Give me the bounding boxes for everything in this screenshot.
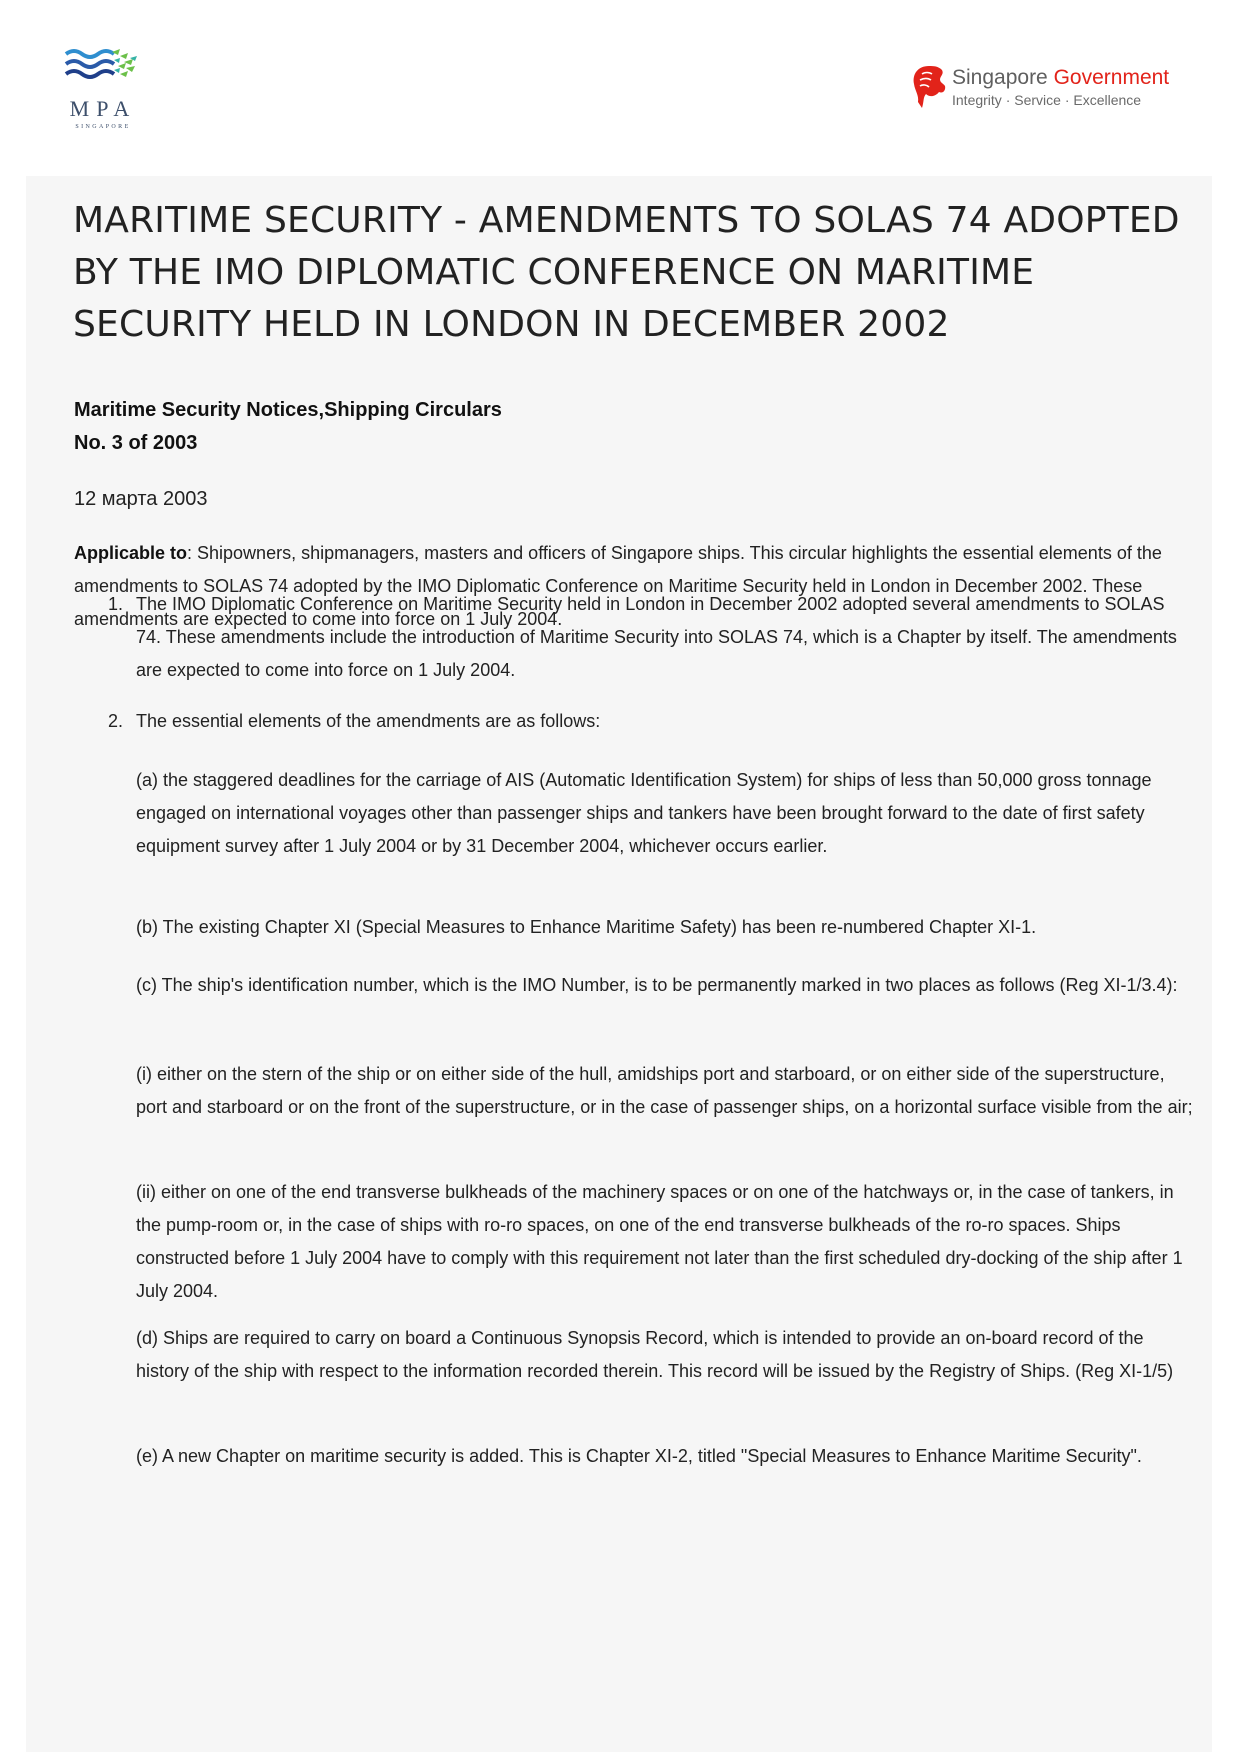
gov-logo-tagline: Integrity · Service · Excellence (952, 92, 1142, 108)
lion-head-icon (910, 64, 948, 110)
gov-logo-title (952, 66, 1169, 90)
content-card (26, 176, 1212, 1752)
subitem-e: (e) A new Chapter on maritime security is added. This is Chapter XI-2, titled "Special Measures to Enhance Maritime Security". (136, 1446, 1142, 1466)
circular-number: No. 3 of 2003 (74, 432, 198, 454)
list-item-text: The essential elements of the amendments are as follows: (136, 711, 601, 731)
list-item-text: The IMO Diplomatic Conference on Maritime Security held in London in December 2002 adopted several amendments to SOLAS 74. These amendments include the introduction of Maritime Security into SOLAS 74, which is a Chapter by itself. The amendments are expected to come into force on 1 July 2004. (136, 594, 1177, 680)
circular-meta (74, 394, 502, 460)
subitem-i: (i) either on the stern of the ship or on either side of the hull, amidships port and starboard, or on either side of the superstructure, port and starboard or on the front of the superstructure, or in the case of passenger ships, on a horizontal surface visible from the air; (136, 1064, 1193, 1117)
subitem-b: (b) The existing Chapter XI (Special Measures to Enhance Maritime Safety) has been re-numbered Chapter XI-1. (136, 917, 1037, 937)
circular-categories: Maritime Security Notices,Shipping Circulars (74, 399, 502, 421)
mpa-logo[interactable] (62, 48, 144, 134)
page-title: MARITIME SECURITY - AMENDMENTS TO SOLAS 74 ADOPTED BY THE IMO DIPLOMATIC CONFERENCE ON MARITIME SECURITY HELD IN LONDON IN DECEMBER 2002 (73, 200, 1180, 345)
mpa-logo-subtext: SINGAPORE (75, 124, 131, 130)
subitem-c: (c) The ship's identification number, which is the IMO Number, is to be permanently marked in two places as follows (Reg XI-1/3.4): (136, 975, 1178, 995)
subitem-a: (a) the staggered deadlines for the carriage of AIS (Automatic Identification System) for ships of less than 50,000 gross tonnage engaged on international voyages other than passenger ships and tankers have been brought forward to the date of first safety equipment survey after 1 July 2004 or by 31 December 2004, whichever occurs earlier. (136, 770, 1152, 856)
subitem-ii: (ii) either on one of the end transverse bulkheads of the machinery spaces or on one of the hatchways or, in the case of tankers, in the pump-room or, in the case of ships with ro-ro spaces, on one of the end transverse bulkheads of the ro-ro spaces. Ships constructed before 1 July 2004 have to comply with this requirement not later than the first scheduled dry-docking of the ship after 1 July 2004. (136, 1182, 1183, 1301)
gov-logo-name-part2: Government (1053, 66, 1170, 89)
subitem-d: (d) Ships are required to carry on board a Continuous Synopsis Record, which is intended to provide an on-board record of the history of the ship with respect to the information recorded therein. This record will be issued by the Registry of Ships. (Reg XI-1/5) (136, 1328, 1174, 1381)
list-item-number: 2. (108, 711, 124, 731)
applicable-text: : Shipowners, shipmanagers, masters and officers of Singapore ships. This circular highlights the essential elements of the amendments to SOLAS 74 adopted by the IMO Diplomatic Conference on Maritime Security held in London in December 2002. These amendments are expected to come into force on 1 July 2004. (74, 543, 1162, 629)
list-item-number: 1. (108, 594, 124, 614)
applicable-label: Applicable to (74, 543, 188, 563)
singapore-government-logo[interactable] (910, 64, 1180, 114)
mpa-waves-icon (64, 48, 144, 88)
mpa-logo-text: MPA (69, 96, 137, 121)
circular-date: 12 марта 2003 (74, 488, 208, 510)
gov-logo-name-part1: Singapore (952, 66, 1048, 89)
